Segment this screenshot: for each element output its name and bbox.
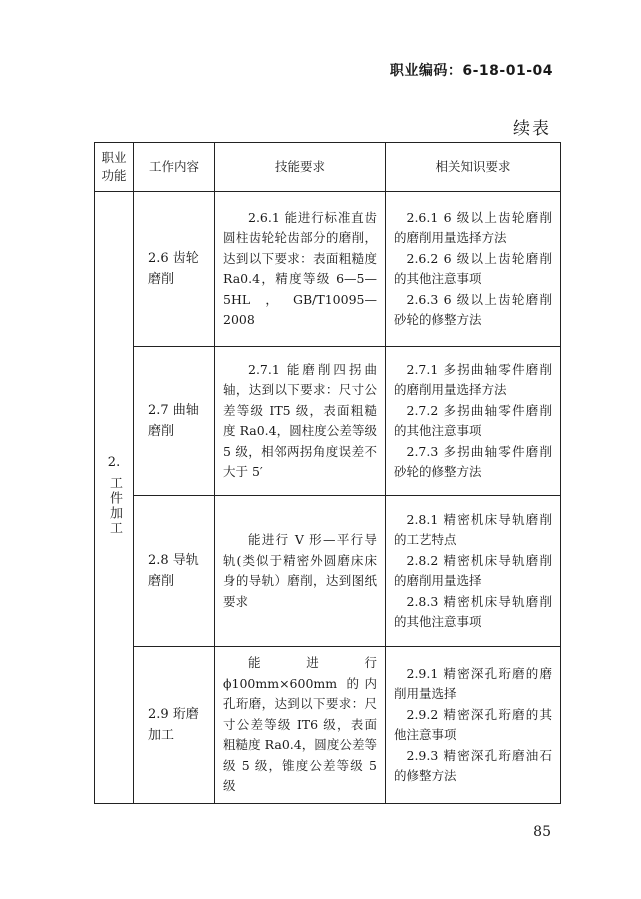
work-content: 2.8 导轨磨削 (134, 496, 215, 647)
knowledge-item: 2.7.2 多拐曲轴零件磨削的其他注意事项 (394, 402, 552, 438)
knowledge-item: 2.6.1 6 级以上齿轮磨削的磨削用量选择方法 (394, 209, 552, 245)
table-row (95, 647, 561, 804)
occupation-code: 职业编码：6-18-01-04 (389, 63, 553, 79)
knowledge-item: 2.6.2 6 级以上齿轮磨削的其他注意事项 (394, 250, 552, 286)
skills-table (94, 142, 561, 804)
knowledge-item: 2.7.3 多拐曲轴零件磨削砂轮的修整方法 (394, 443, 552, 479)
column-header-function: 职业 功能 (95, 143, 134, 192)
function-cell (95, 192, 134, 804)
work-content: 2.6 齿轮磨削 (134, 192, 215, 347)
knowledge-requirement (386, 496, 561, 647)
knowledge-requirement (386, 347, 561, 496)
skill-requirement (215, 647, 386, 804)
skill-requirement (215, 192, 386, 347)
knowledge-item: 2.8.3 精密机床导轨磨削的其他注意事项 (394, 593, 552, 629)
knowledge-item: 2.8.2 精密机床导轨磨削的磨削用量选择 (394, 552, 552, 588)
knowledge-item: 2.8.1 精密机床导轨磨削的工艺特点 (394, 511, 552, 547)
knowledge-item: 2.9.2 精密深孔珩磨的其他注意事项 (394, 706, 552, 742)
knowledge-item: 2.6.3 6 级以上齿轮磨削砂轮的修整方法 (394, 291, 552, 327)
page-number: 85 (533, 824, 551, 840)
column-header-skill: 技能要求 (215, 143, 386, 192)
table-row (95, 347, 561, 496)
skill-text: 能进行 V 形—平行导轨(类似于精密外圆磨床床身的导轨）磨削，达到图纸要求 (223, 532, 377, 609)
column-header-knowledge: 相关知识要求 (386, 143, 561, 192)
work-content: 2.7 曲轴磨削 (134, 347, 215, 496)
work-content: 2.9 珩磨加工 (134, 647, 215, 804)
function-name: 工件加工 (107, 475, 122, 536)
table-row (95, 192, 561, 347)
function-number: 2. (107, 455, 121, 470)
knowledge-item: 2.9.1 精密深孔珩磨的磨削用量选择 (394, 665, 552, 701)
column-header-work: 工作内容 (134, 143, 215, 192)
skill-text: 2.7.1 能磨削四拐曲轴，达到以下要求：尺寸公差等级 IT5 级，表面粗糙度 Ra0.4，圆柱度公差等级 5 级，相邻两拐角度误差不大于 5′ (223, 361, 377, 479)
knowledge-item: 2.7.1 多拐曲轴零件磨削的磨削用量选择方法 (394, 361, 552, 397)
table-header-row (95, 143, 561, 192)
knowledge-requirement (386, 192, 561, 347)
table-row (95, 496, 561, 647)
skill-text: 2.6.1 能进行标准直齿圆柱齿轮轮齿部分的磨削，达到以下要求：表面粗糙度 Ra0.4，精度等级 6—5—5HL，GB/T10095—2008 (223, 209, 377, 327)
knowledge-item: 2.9.3 精密深孔珩磨油石的修整方法 (394, 747, 552, 783)
knowledge-requirement (386, 647, 561, 804)
skill-requirement (215, 496, 386, 647)
skill-requirement (215, 347, 386, 496)
skill-text: 能进行 ϕ100mm×600mm 的内孔珩磨，达到以下要求：尺寸公差等级 IT6 级，表面粗糙度 Ra0.4，圆度公差等级 5 级，锥度公差等级 5 级 (223, 655, 377, 794)
table-caption: 续表 (513, 119, 551, 139)
